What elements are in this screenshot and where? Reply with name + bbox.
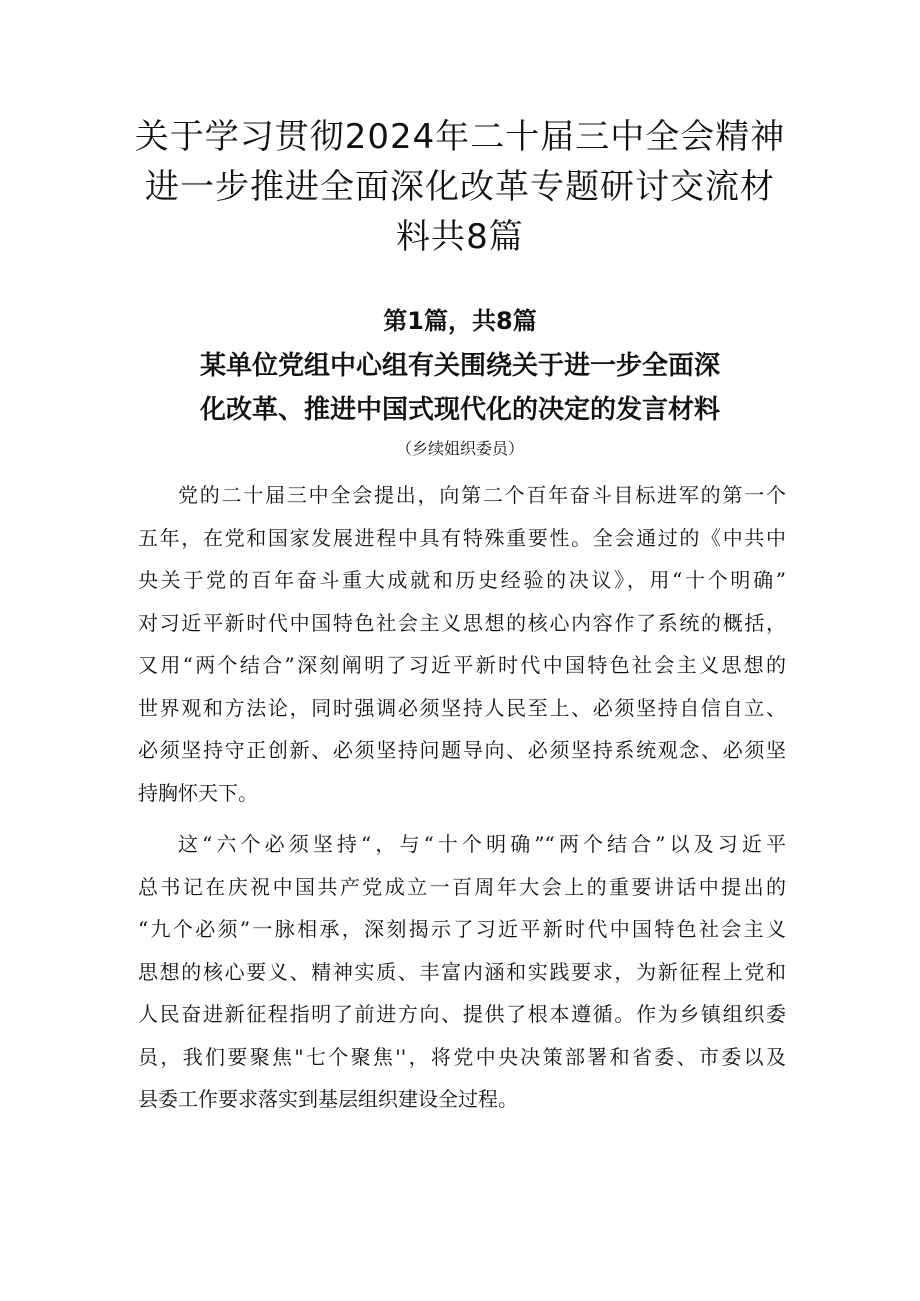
paragraph-line: “九个必须”一脉相承，深刻揭示了习近平新时代中国特色社会主义 [138, 917, 786, 941]
paragraph-line: 必须坚持守正创新、必须坚持问题导向、必须坚持系统观念、必须坚 [138, 738, 786, 762]
paragraph-line: 党的二十届三中全会提出，向第二个百年奋斗目标进军的第一个 [178, 483, 786, 507]
document-title [120, 112, 800, 262]
paragraph-line: 这“六个必须坚持“，与“十个明确”“两个结合”以及习近平 [178, 832, 786, 856]
paragraph-line: 对习近平新时代中国特色社会主义思想的核心内容作了系统的概括， [138, 610, 786, 635]
paragraph-line: 总书记在庆祝中国共产党成立一百周年大会上的重要讲话中提出的 [138, 874, 786, 899]
paragraph-line: 又用“两个结合”深刻阐明了习近平新时代中国特色社会主义思想的 [138, 653, 786, 677]
paragraph-line: 世界观和方法论，同时强调必须坚持人民至上、必须坚持自信自立、 [138, 695, 786, 720]
part-label: 第1篇，共8篇 [383, 307, 537, 335]
body-paragraph [138, 823, 786, 1121]
article-subtitle [150, 344, 770, 432]
paragraph-line: 思想的核心要义、精神实质、丰富内涵和实践要求，为新征程上党和 [138, 959, 786, 984]
subtitle-line: 化改革、推进中国式现代化的决定的发言材料 [199, 395, 720, 425]
title-line: 进一步推进全面深化改革专题研讨交流材 [145, 167, 775, 207]
title-line: 料共8篇 [396, 217, 524, 257]
paragraph-line: 五年，在党和国家发展进程中具有特殊重要性。全会通过的《中共中 [138, 525, 786, 550]
title-line: 关于学习贯彻2024年二十届三中全会精神 [134, 117, 786, 157]
author-attribution: （乡续姐织委员） [395, 439, 524, 458]
paragraph-line: 县委工作要求落实到基层组织建设全过程。 [138, 1087, 518, 1111]
subtitle-line: 某单位党组中心组有关围绕关于进一步全面深 [199, 351, 720, 381]
paragraph-line: 人民奋进新征程指明了前进方向、提供了根本遵循。作为乡镇组织委 [138, 1002, 786, 1026]
paragraph-line: 央关于党的百年奋斗重大成就和历史经验的决议》，用“十个明确” [138, 568, 786, 592]
paragraph-line: 持胸怀天下。 [138, 780, 258, 805]
paragraph-line: 员，我们要聚焦"七个聚焦''，将党中央决策部署和省委、市委以及 [138, 1044, 786, 1069]
body-paragraph [138, 474, 786, 814]
